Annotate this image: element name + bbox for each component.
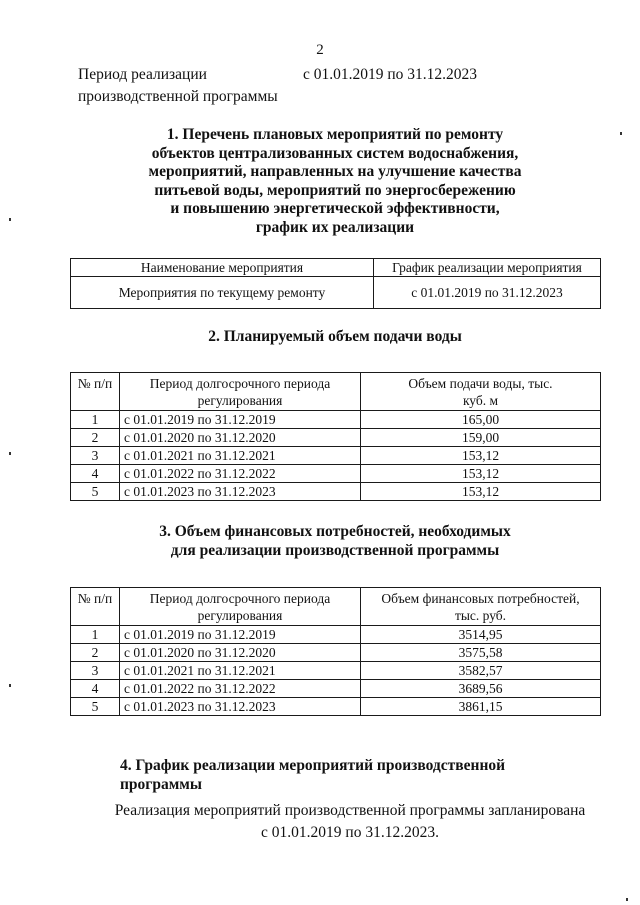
scan-speck: [9, 684, 11, 687]
table-row: [71, 483, 601, 501]
section2-heading: 2. Планируемый объем подачи воды: [208, 328, 462, 345]
table-cell: с 01.01.2022 по 31.12.2022: [120, 680, 361, 698]
column-header: № п/п: [71, 588, 120, 626]
program-period-label: Период реализации производственной программы: [78, 66, 278, 105]
column-header: Период долгосрочного периода регулирования: [120, 588, 361, 626]
column-header: Наименование мероприятия: [71, 259, 374, 277]
column-header: Период долгосрочного периода регулирования: [120, 373, 361, 411]
table-header-row: [71, 259, 601, 277]
table-cell: 5: [71, 483, 120, 501]
table-cell: с 01.01.2021 по 31.12.2021: [120, 662, 361, 680]
table-row: [71, 411, 601, 429]
table-cell: 2: [71, 429, 120, 447]
table-cell: с 01.01.2019 по 31.12.2023: [374, 277, 601, 309]
table-cell: 1: [71, 411, 120, 429]
column-header: График реализации мероприятия: [374, 259, 601, 277]
table-cell: с 01.01.2019 по 31.12.2019: [120, 411, 361, 429]
table-cell: 3: [71, 447, 120, 465]
section1-heading-line: и повышению энергетической эффективности,: [170, 200, 500, 217]
table-row: [71, 429, 601, 447]
table-cell: 1: [71, 626, 120, 644]
section3-heading-line: для реализации производственной программы: [170, 541, 500, 559]
scan-speck: [9, 218, 11, 221]
table-cell: 3582,57: [361, 662, 601, 680]
section4-paragraph: Реализация мероприятий производственной программы запланирована с 01.01.2019 по 31.12.2023.: [114, 802, 586, 841]
table-cell: 4: [71, 680, 120, 698]
table-cell: 165,00: [361, 411, 601, 429]
table-cell: 2: [71, 644, 120, 662]
section1-heading-line: мероприятий, направленных на улучшение качества: [148, 163, 522, 180]
table-row: [71, 465, 601, 483]
table-cell: с 01.01.2019 по 31.12.2019: [120, 626, 361, 644]
column-header: Объем финансовых потребностей, тыс. руб.: [361, 588, 601, 626]
scan-speck: [9, 452, 11, 455]
program-period-value: с 01.01.2019 по 31.12.2023: [303, 66, 478, 83]
table-cell: 4: [71, 465, 120, 483]
table-row: [71, 644, 601, 662]
section1-heading-line: питьевой воды, мероприятий по энергосбережению: [154, 181, 516, 199]
column-header: Объем подачи воды, тыс. куб. м: [361, 373, 601, 411]
section1-heading-line: график их реализации: [255, 218, 415, 236]
table-cell: 3514,95: [361, 626, 601, 644]
section1-heading-line: объектов централизованных систем водоснабжения,: [151, 144, 519, 162]
table-cell: с 01.01.2020 по 31.12.2020: [120, 644, 361, 662]
column-header: № п/п: [71, 373, 120, 411]
table-cell: 153,12: [361, 447, 601, 465]
table-cell: 153,12: [361, 465, 601, 483]
page-number: 2: [316, 42, 324, 58]
table-cell: Мероприятия по текущему ремонту: [71, 277, 374, 309]
table-cell: 3689,56: [361, 680, 601, 698]
table-cell: 5: [71, 698, 120, 716]
activities-table: [70, 258, 601, 309]
table-row: [71, 680, 601, 698]
section3-heading-line: 3. Объем финансовых потребностей, необходимых: [159, 523, 511, 540]
table-row: [71, 662, 601, 680]
table-row: [71, 626, 601, 644]
table-cell: 153,12: [361, 483, 601, 501]
table-cell: 3861,15: [361, 698, 601, 716]
table-cell: 159,00: [361, 429, 601, 447]
section1-heading: [0, 126, 640, 237]
table-row: [71, 277, 601, 309]
table-cell: с 01.01.2023 по 31.12.2023: [120, 698, 361, 716]
scan-speck: [626, 898, 628, 901]
scan-speck: [620, 132, 622, 135]
table-row: [71, 698, 601, 716]
table-header-row: [71, 588, 601, 626]
table-cell: с 01.01.2023 по 31.12.2023: [120, 483, 361, 501]
section1-heading-line: 1. Перечень плановых мероприятий по ремонту: [166, 126, 504, 143]
section4-heading: 4. График реализации мероприятий производственной программы: [120, 757, 506, 793]
table-row: [71, 447, 601, 465]
table-header-row: [71, 373, 601, 411]
table-cell: с 01.01.2021 по 31.12.2021: [120, 447, 361, 465]
water-volume-table: [70, 372, 601, 501]
table-cell: с 01.01.2022 по 31.12.2022: [120, 465, 361, 483]
table-cell: с 01.01.2020 по 31.12.2020: [120, 429, 361, 447]
section3-heading: [0, 523, 640, 560]
financial-needs-table: [70, 587, 601, 716]
table-cell: 3: [71, 662, 120, 680]
table-cell: 3575,58: [361, 644, 601, 662]
